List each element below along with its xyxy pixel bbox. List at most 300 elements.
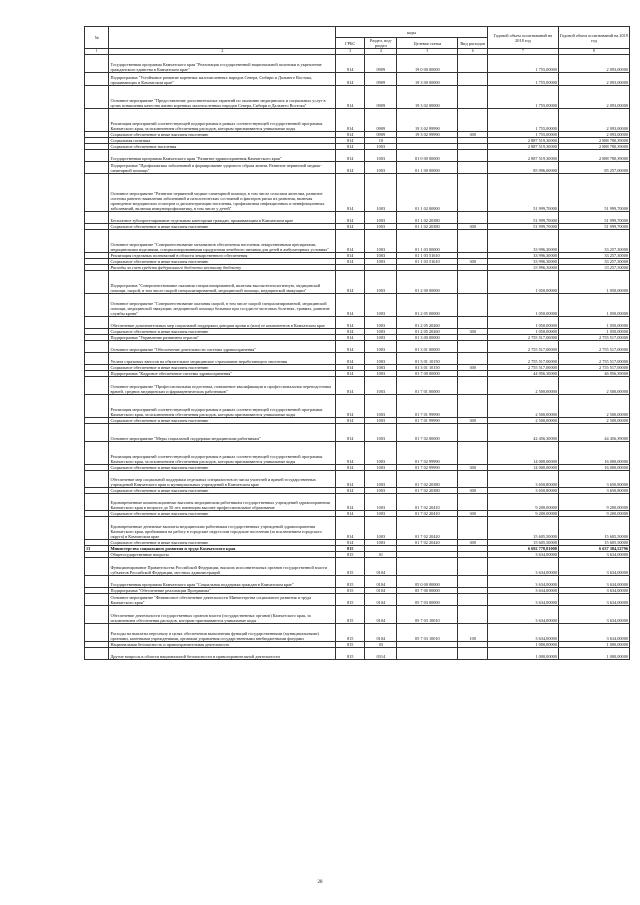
cell-grbs: 815 xyxy=(336,546,365,552)
cell-grbs: 814 xyxy=(336,150,365,162)
header-index: 7 xyxy=(487,49,558,55)
cell-rz: 1003 xyxy=(365,377,397,395)
cell-v2: 2 888 780,39000 xyxy=(558,138,629,144)
cell-name: Социальное обеспечение и иные выплаты населению xyxy=(109,418,336,424)
cell-cs: 01 7 02 20410 xyxy=(397,494,458,511)
cell-grbs: 814 xyxy=(336,294,365,317)
cell-v1: 3 650,80000 xyxy=(487,471,558,488)
header-name xyxy=(109,27,336,49)
header-razdel: Раздел, под-раздел xyxy=(365,38,397,49)
cell-v1: 1 050,00000 xyxy=(487,317,558,329)
cell-grbs: 814 xyxy=(336,329,365,335)
header-codes: коды xyxy=(336,27,488,38)
table-row xyxy=(85,494,630,511)
cell-name: Национальная безопасность и правоохранительная деятельность xyxy=(109,642,336,648)
cell-rz: 1003 xyxy=(365,371,397,377)
cell-vr xyxy=(458,517,487,540)
cell-cs: 19 3 02 99990 xyxy=(397,109,458,132)
cell-grbs: 814 xyxy=(336,138,365,144)
cell-rz: 0104 xyxy=(365,588,397,594)
cell-cs: 05 7 03 10010 xyxy=(397,606,458,624)
cell-num xyxy=(85,317,109,329)
cell-rz: 1003 xyxy=(365,424,397,442)
cell-grbs: 814 xyxy=(336,494,365,511)
cell-v2: 2 500,00000 xyxy=(558,395,629,418)
cell-v1: 3 634,00000 xyxy=(487,558,558,576)
cell-name: Подпрограмма "Управление развитием отрасли" xyxy=(109,335,336,341)
cell-rz: 1003 xyxy=(365,395,397,418)
cell-v2: 2 093,00000 xyxy=(558,73,629,86)
cell-v1: 3 634,00000 xyxy=(487,606,558,624)
cell-grbs: 814 xyxy=(336,511,365,517)
header-num: № xyxy=(85,27,109,49)
cell-grbs: 814 xyxy=(336,109,365,132)
cell-name: Социальное обеспечение населения xyxy=(109,144,336,150)
cell-v2: 2 755 517,00000 xyxy=(558,341,629,353)
cell-v1: 2 887 519,30000 xyxy=(487,150,558,162)
cell-cs: 01 7 02 99990 xyxy=(397,465,458,471)
cell-name: Подпрограмма "Обеспечение реализации Программы" xyxy=(109,588,336,594)
cell-v1: 2 887 519,30000 xyxy=(487,144,558,150)
cell-rz: 1003 xyxy=(365,465,397,471)
cell-grbs: 815 xyxy=(336,642,365,648)
cell-name: Социальное обеспечение и иные выплаты населению xyxy=(109,465,336,471)
cell-name: Подпрограмма "Устойчивое развитие коренных малочисленных народов Севера, Сибири и Дальнего Востока, проживающих в Камчатском крае" xyxy=(109,73,336,86)
header-grbs: ГРБС xyxy=(336,38,365,49)
cell-cs: 01 2 05 20260 xyxy=(397,329,458,335)
cell-cs: 01 7 02 20420 xyxy=(397,517,458,540)
table-row xyxy=(85,150,630,162)
cell-rz: 0909 xyxy=(365,86,397,109)
table-row xyxy=(85,271,630,294)
cell-vr: 300 xyxy=(458,488,487,494)
table-row xyxy=(85,442,630,465)
cell-name: Социальное обеспечение и иные выплаты населению xyxy=(109,329,336,335)
cell-cs: 01 7 00 00000 xyxy=(397,371,458,377)
header-index: 8 xyxy=(558,49,629,55)
cell-cs: 19 3 00 00000 xyxy=(397,73,458,86)
cell-name: Обеспечение мер социальной поддержки отдельных специалистов из числа учителей и врачей государственных учреждений Камчатского края и муниципальных учреждений в Камчатском крае xyxy=(109,471,336,488)
cell-grbs: 814 xyxy=(336,174,365,212)
cell-cs: 01 7 02 20380 xyxy=(397,488,458,494)
cell-name: Основное мероприятие "Обеспечение деятельности системы здравоохранения" xyxy=(109,341,336,353)
cell-rz: 0909 xyxy=(365,132,397,138)
cell-v2: 33 257,30000 xyxy=(558,265,629,271)
cell-vr xyxy=(458,606,487,624)
cell-v1: 33 996,30000 xyxy=(487,259,558,265)
cell-name: Единовременные компенсационные выплаты медицинским работникам государственных учреждений здравоохранения Камчатского края в возрасте до 50 лет, имеющим высшее профессиональное образование xyxy=(109,494,336,511)
cell-v2: 51 999,70000 xyxy=(558,224,629,230)
cell-name: Социальная политика xyxy=(109,138,336,144)
cell-grbs: 814 xyxy=(336,488,365,494)
cell-vr xyxy=(458,294,487,317)
cell-num xyxy=(85,594,109,606)
cell-v1: 85 996,00000 xyxy=(487,162,558,174)
cell-rz: 03 xyxy=(365,642,397,648)
cell-v2: 6 637 384,52796 xyxy=(558,546,629,552)
table-row xyxy=(85,294,630,317)
cell-v2: 3 634,00000 xyxy=(558,606,629,624)
cell-vr xyxy=(458,424,487,442)
cell-grbs: 814 xyxy=(336,132,365,138)
cell-v2: 3 634,00000 xyxy=(558,624,629,642)
cell-grbs: 814 xyxy=(336,271,365,294)
cell-rz: 1003 xyxy=(365,253,397,259)
cell-v1: 1 755,00000 xyxy=(487,132,558,138)
cell-cs: 19 3 02 00000 xyxy=(397,86,458,109)
cell-cs: 01 2 05 20260 xyxy=(397,317,458,329)
cell-cs: 05 7 00 00000 xyxy=(397,588,458,594)
cell-v2: 85 257,00000 xyxy=(558,162,629,174)
header-v2018: Годовой объем ассигнований на 2018 год xyxy=(487,27,558,49)
cell-v2: 9 200,00000 xyxy=(558,511,629,517)
cell-cs: 19 3 02 99990 xyxy=(397,132,458,138)
cell-name: Реализация мероприятий соответствующей подпрограммы в рамках соответствующей государственной программы Камчатского края, за исключением обеспечения расходов, которым присваиваются уникальные коды xyxy=(109,109,336,132)
cell-vr: 300 xyxy=(458,465,487,471)
cell-v1: 6 692 778,81000 xyxy=(487,546,558,552)
cell-cs: 01 3 01 10150 xyxy=(397,353,458,365)
table-row xyxy=(85,162,630,174)
cell-name: Социальное обеспечение и иные выплаты населению xyxy=(109,540,336,546)
cell-v1: 51 999,70000 xyxy=(487,174,558,212)
header-index: 6 xyxy=(458,49,487,55)
cell-name: Подпрограмма "Совершенствование оказания специализированной, включая высокотехнологичную, медицинской помощи, скорой, в том числе скорой специализированной, медицинской помощи, медицинской эвакуации" xyxy=(109,271,336,294)
cell-vr: 300 xyxy=(458,224,487,230)
cell-rz: 1003 xyxy=(365,365,397,371)
cell-cs: 01 7 02 20420 xyxy=(397,540,458,546)
cell-num xyxy=(85,73,109,86)
cell-vr xyxy=(458,341,487,353)
cell-rz: 1003 xyxy=(365,418,397,424)
cell-v2: 3 634,00000 xyxy=(558,576,629,588)
cell-v1: 33 996,30000 xyxy=(487,230,558,253)
cell-v1: 14 000,00000 xyxy=(487,442,558,465)
cell-grbs: 814 xyxy=(336,465,365,471)
cell-v1: 14 000,00000 xyxy=(487,465,558,471)
table-row xyxy=(85,341,630,353)
cell-vr xyxy=(458,395,487,418)
cell-vr xyxy=(458,109,487,132)
header-cs: Целевая статья xyxy=(397,38,458,49)
cell-v2: 51 999,70000 xyxy=(558,212,629,224)
cell-cs: 01 7 02 00000 xyxy=(397,424,458,442)
cell-grbs: 814 xyxy=(336,395,365,418)
cell-v1: 51 999,70000 xyxy=(487,212,558,224)
cell-name: Подпрограмма "Кадровое обеспечение системы здравоохранения" xyxy=(109,371,336,377)
cell-cs: 19 0 00 00000 xyxy=(397,55,458,73)
cell-num xyxy=(85,271,109,294)
cell-v2: 15 605,50000 xyxy=(558,540,629,546)
cell-grbs: 814 xyxy=(336,517,365,540)
cell-name: Основное мероприятие "Меры социальной поддержки медицинским работникам" xyxy=(109,424,336,442)
header-index: 2 xyxy=(109,49,336,55)
cell-vr xyxy=(458,594,487,606)
cell-grbs: 814 xyxy=(336,259,365,265)
cell-vr xyxy=(458,442,487,465)
cell-rz: 0104 xyxy=(365,594,397,606)
cell-v2: 3 634,00000 xyxy=(558,558,629,576)
cell-name: Общегосударственные вопросы xyxy=(109,552,336,558)
cell-rz: 0909 xyxy=(365,55,397,73)
cell-vr xyxy=(458,212,487,224)
table-row xyxy=(85,73,630,86)
cell-v1: 1 755,00000 xyxy=(487,55,558,73)
table-row xyxy=(85,109,630,132)
cell-rz: 0104 xyxy=(365,606,397,624)
cell-name: Функционирование Правительства Российской Федерации, высших исполнительных органов государственной власти субъектов Российской Федерации, местных администраций xyxy=(109,558,336,576)
cell-grbs: 814 xyxy=(336,73,365,86)
cell-v1: 2 500,00000 xyxy=(487,377,558,395)
table-row xyxy=(85,174,630,212)
cell-grbs: 814 xyxy=(336,317,365,329)
cell-name: Основное мероприятие "Совершенствование оказания скорой, в том числе скорой специализированной, медицинской помощи, медицинской эвакуации, медицинской помощи больным при сосудисто-мозговых болезнях, травмах, развитие службы крови" xyxy=(109,294,336,317)
cell-name: Социальное обеспечение и иные выплаты населению xyxy=(109,259,336,265)
cell-v1: 3 634,00000 xyxy=(487,594,558,606)
cell-cs: 01 1 00 00000 xyxy=(397,162,458,174)
cell-grbs: 814 xyxy=(336,371,365,377)
cell-vr: 300 xyxy=(458,511,487,517)
cell-cs xyxy=(397,648,458,660)
table-row xyxy=(85,230,630,253)
cell-vr xyxy=(458,377,487,395)
cell-grbs: 814 xyxy=(336,365,365,371)
cell-rz: 10 xyxy=(365,138,397,144)
cell-vr xyxy=(458,271,487,294)
cell-num xyxy=(85,230,109,253)
cell-rz: 1003 xyxy=(365,517,397,540)
cell-vr xyxy=(458,648,487,660)
cell-num xyxy=(85,576,109,588)
cell-grbs: 814 xyxy=(336,55,365,73)
cell-grbs: 815 xyxy=(336,552,365,558)
cell-rz: 1003 xyxy=(365,511,397,517)
header-index: 3 xyxy=(336,49,365,55)
table-row xyxy=(85,317,630,329)
cell-rz: 1003 xyxy=(365,471,397,488)
cell-v1: 2 755 517,00000 xyxy=(487,353,558,365)
cell-v2: 2 093,00000 xyxy=(558,55,629,73)
cell-v1: 2 755 517,00000 xyxy=(487,365,558,371)
cell-v1: 1 755,00000 xyxy=(487,86,558,109)
cell-cs: 01 1 02 20380 xyxy=(397,212,458,224)
cell-vr xyxy=(458,86,487,109)
cell-num xyxy=(85,471,109,488)
cell-vr: 300 xyxy=(458,329,487,335)
cell-num xyxy=(85,424,109,442)
cell-rz: 1003 xyxy=(365,494,397,511)
table-row xyxy=(85,606,630,624)
cell-v1: 51 999,70000 xyxy=(487,224,558,230)
cell-vr: 300 xyxy=(458,540,487,546)
cell-v2: 3 634,00000 xyxy=(558,552,629,558)
cell-name: Расходы на выплаты персоналу в целях обеспечения выполнения функций государственными (муниципальными) органами, казенными учреждениями, органами управления государственными внебюджетными фондами xyxy=(109,624,336,642)
cell-name: Обеспечение дополнительных мер социальной поддержки донорам крови и (или) ее компонентов в Камчатском крае xyxy=(109,317,336,329)
table-row xyxy=(85,377,630,395)
cell-cs: 05 7 03 00000 xyxy=(397,594,458,606)
table-row xyxy=(85,594,630,606)
cell-rz: 1003 xyxy=(365,540,397,546)
cell-cs: 01 1 03 00000 xyxy=(397,230,458,253)
cell-num xyxy=(85,558,109,576)
cell-rz: 0909 xyxy=(365,109,397,132)
cell-grbs: 814 xyxy=(336,212,365,224)
cell-num xyxy=(85,341,109,353)
cell-num xyxy=(85,174,109,212)
cell-v2: 33 257,30000 xyxy=(558,259,629,265)
cell-cs: 05 7 03 10010 xyxy=(397,624,458,642)
cell-v2: 2 888 780,39000 xyxy=(558,144,629,150)
cell-grbs: 814 xyxy=(336,471,365,488)
cell-name: Другие вопросы в области национальной безопасности и правоохранительной деятельности xyxy=(109,648,336,660)
cell-rz: 1003 xyxy=(365,144,397,150)
cell-v1: 3 650,80000 xyxy=(487,488,558,494)
table-row xyxy=(85,576,630,588)
cell-v2: 1 050,00000 xyxy=(558,271,629,294)
cell-num xyxy=(85,55,109,73)
cell-v1: 1 050,00000 xyxy=(487,294,558,317)
cell-cs: 01 0 00 00000 xyxy=(397,150,458,162)
cell-num xyxy=(85,377,109,395)
cell-name: Реализация мероприятий соответствующей подпрограммы в рамках соответствующей государственной программы Камчатского края, за исключением обеспечения расходов, которым присваиваются уникальные коды xyxy=(109,395,336,418)
cell-grbs: 815 xyxy=(336,594,365,606)
cell-cs: 01 7 02 99990 xyxy=(397,442,458,465)
cell-name: Уплата страховых взносов на обязательное медицинское страхование неработающего населения xyxy=(109,353,336,365)
cell-v1: 2 755 517,00000 xyxy=(487,335,558,341)
cell-cs xyxy=(397,558,458,576)
cell-v1: 3 634,00000 xyxy=(487,552,558,558)
cell-rz: 1003 xyxy=(365,224,397,230)
cell-num xyxy=(85,648,109,660)
cell-rz: 0909 xyxy=(365,73,397,86)
cell-grbs: 814 xyxy=(336,230,365,253)
cell-cs: 01 7 02 20410 xyxy=(397,511,458,517)
cell-v1: 1 050,00000 xyxy=(487,271,558,294)
cell-grbs: 814 xyxy=(336,442,365,465)
cell-rz: 1003 xyxy=(365,162,397,174)
cell-v2: 2 755 517,00000 xyxy=(558,353,629,365)
cell-v2: 33 257,30000 xyxy=(558,253,629,259)
cell-cs: 01 2 00 00000 xyxy=(397,271,458,294)
table-row xyxy=(85,471,630,488)
cell-v1: 15 605,50000 xyxy=(487,540,558,546)
cell-v1: 3 634,00000 xyxy=(487,588,558,594)
cell-v1: 9 200,00000 xyxy=(487,511,558,517)
cell-rz: 0104 xyxy=(365,558,397,576)
cell-cs: 01 7 02 20380 xyxy=(397,471,458,488)
cell-v2: 3 650,80000 xyxy=(558,488,629,494)
cell-grbs: 814 xyxy=(336,335,365,341)
cell-v2: 2 755 517,00000 xyxy=(558,365,629,371)
table-row xyxy=(85,624,630,642)
cell-v2: 51 999,70000 xyxy=(558,174,629,212)
table-row xyxy=(85,55,630,73)
cell-num xyxy=(85,212,109,224)
header-index: 1 xyxy=(85,49,109,55)
cell-name: Основное мероприятие "Совершенствование механизмов обеспечения населения лекарственными препаратами, медицинскими изделиями, специализированными продуктами лечебного питания для детей в амбулаторных условиях" xyxy=(109,230,336,253)
cell-grbs: 814 xyxy=(336,353,365,365)
cell-name: Социальное обеспечение и иные выплаты населению xyxy=(109,224,336,230)
cell-v1: 3 634,00000 xyxy=(487,624,558,642)
cell-grbs: 815 xyxy=(336,576,365,588)
cell-cs: 01 3 00 00000 xyxy=(397,335,458,341)
cell-name: Государственная программа Камчатского края "Социальная поддержка граждан в Камчатском крае" xyxy=(109,576,336,588)
cell-rz: 1003 xyxy=(365,317,397,329)
cell-rz: 1003 xyxy=(365,335,397,341)
cell-num xyxy=(85,624,109,642)
cell-num xyxy=(85,517,109,540)
cell-rz: 1003 xyxy=(365,174,397,212)
cell-grbs: 815 xyxy=(336,606,365,624)
cell-cs: 01 1 02 20380 xyxy=(397,224,458,230)
budget-table-container xyxy=(84,26,630,660)
cell-cs: 01 7 01 99990 xyxy=(397,418,458,424)
cell-rz: 0104 xyxy=(365,576,397,588)
cell-rz: 1003 xyxy=(365,341,397,353)
cell-num xyxy=(85,86,109,109)
cell-name: Единовременные денежные выплаты медицинским работникам государственных учреждений здравоохранения Камчатского края, прибывшим на работу в городские округа или городские поселения (за исключением городского округа) в Камчатском крае xyxy=(109,517,336,540)
cell-v2: 2 888 780,39000 xyxy=(558,150,629,162)
cell-name: Социальное обеспечение и иные выплаты населению xyxy=(109,488,336,494)
cell-cs: 01 1 03 51610 xyxy=(397,253,458,259)
header-vr: Вид расходов xyxy=(458,38,487,49)
cell-rz: 1003 xyxy=(365,212,397,224)
cell-num xyxy=(85,395,109,418)
cell-grbs: 815 xyxy=(336,648,365,660)
cell-grbs: 814 xyxy=(336,162,365,174)
cell-num xyxy=(85,494,109,511)
cell-cs: 01 2 05 00000 xyxy=(397,294,458,317)
cell-v2: 1 050,00000 xyxy=(558,329,629,335)
table-body xyxy=(85,55,630,660)
cell-v1: 1 755,00000 xyxy=(487,73,558,86)
cell-v1: 2 500,00000 xyxy=(487,395,558,418)
cell-v1: 1 050,00000 xyxy=(487,329,558,335)
header-index: 5 xyxy=(397,49,458,55)
header-v2019: Годовой объем ассигнований на 2019 год xyxy=(558,27,629,49)
cell-v1: 2 500,00000 xyxy=(487,418,558,424)
cell-vr: 300 xyxy=(458,132,487,138)
cell-name: Министерство социального развития и труда Камчатского края xyxy=(109,546,336,552)
cell-vr xyxy=(458,230,487,253)
cell-rz: 0314 xyxy=(365,648,397,660)
table-row xyxy=(85,517,630,540)
cell-vr xyxy=(458,162,487,174)
cell-v2: 3 634,00000 xyxy=(558,588,629,594)
table-row xyxy=(85,212,630,224)
cell-v2: 2 093,00000 xyxy=(558,109,629,132)
cell-num xyxy=(85,294,109,317)
cell-cs: 01 7 01 99990 xyxy=(397,395,458,418)
cell-cs: 01 1 02 00000 xyxy=(397,174,458,212)
cell-cs: 01 3 01 00000 xyxy=(397,341,458,353)
cell-name: Государственная программа Камчатского края "Развитие здравоохранения Камчатского края" xyxy=(109,150,336,162)
cell-v2: 2 093,00000 xyxy=(558,132,629,138)
table-row xyxy=(85,558,630,576)
cell-name: Основное мероприятие "Предоставление дополнительных гарантий по оказанию медицинских и социальных услуг в целях повышения качества жизни коренных малочисленных народов Севера, Сибири и Дальнего Востока" xyxy=(109,86,336,109)
cell-rz: 1003 xyxy=(365,271,397,294)
cell-name: Реализация отдельных полномочий в области лекарственного обеспечения xyxy=(109,253,336,259)
cell-vr xyxy=(458,558,487,576)
cell-name: Обеспечение деятельности государственных органов власти (государственных органов) Камчатского края, за исключением обеспечения расходов, которым присваиваются уникальные коды xyxy=(109,606,336,624)
cell-cs: 01 1 03 51610 xyxy=(397,259,458,265)
cell-num: 13 xyxy=(85,546,109,552)
cell-rz: 1003 xyxy=(365,150,397,162)
cell-num xyxy=(85,442,109,465)
cell-grbs: 814 xyxy=(336,253,365,259)
cell-vr xyxy=(458,494,487,511)
table-row xyxy=(85,648,630,660)
cell-cs: 01 3 01 10150 xyxy=(397,365,458,371)
